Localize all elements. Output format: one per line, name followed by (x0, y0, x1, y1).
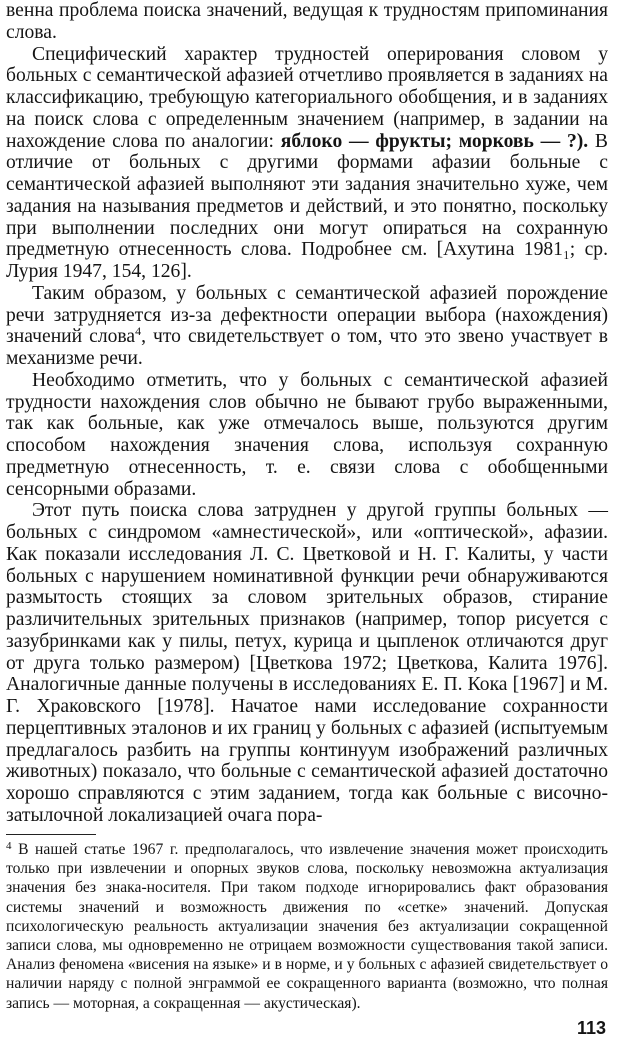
paragraph-1 (6, 44, 608, 283)
footnote-separator (6, 834, 96, 835)
paragraph-2-text-b: , что свидетельствует о том, что это звено участвует в механизме речи. (6, 326, 608, 369)
analogy-example: яблоко — фрукты; морковь — ?). (280, 130, 589, 152)
paragraph-4-text: Этот путь поиска слова затруднен у другой группы больных — больных с синдромом «амнестической», или «оптической», афазии. Как показали исследования Л. С. Цветковой и Н. Г. Калиты, у части больных с нарушением номинативной функции речи обнаруживаются размытость стоящих за словом зрительных образов, стирание различительных зрительных признаков (например, топор рисуется с зазубринками как у пилы, петух, курица и цыпленок отличаются друг от друга только размером) [Цветкова 1972; Цветкова, Калита 1976]. Аналогичные данные получены в исследованиях Е. П. Кока [1967] и М. Г. Храковского [1978]. Начатое нами исследование сохранности перцептивных эталонов и их границ у больных с афазией (испытуемым предлагалось разбить на группы континуум изображений различных животных) показало, что больные с семантической афазией достаточно хорошо справляются с этим заданием, тогда как больные с височно-затылочной локализацией очага пора- (6, 500, 608, 826)
footnote-text: В нашей статье 1967 г. предполагалось, что извлечение значения может происходить только при извлечении и опорных звуков слова, поскольку невозможна актуализация значения без знака-носителя. При таком подходе игнорировались факт образования системы значений и возможность движения по «сетке» значений. Допуская психологическую реальность актуализации значения без актуализации сокращенной записи слова, мы одновременно не отрицаем возможности существования такой записи. Анализ феномена «висения на языке» и в норме, и у больных с афазией свидетельствует о наличии наряду с полной энграммой ее сокращенного варианта (возможно, что полная запись — моторная, а сокращенная — акустическая). (6, 841, 608, 1012)
paragraph-0-text: венна проблема поиска значений, ведущая к трудностям припоминания слова. (6, 0, 608, 43)
paragraph-4 (6, 500, 608, 826)
main-text (6, 0, 608, 827)
page-number: 113 (576, 1018, 606, 1038)
footnote-marker: 4 (6, 840, 12, 852)
paragraph-2-text-a: Таким образом, у больных с семантической афазией порождение речи затрудняется из-за дефектности операции выбора (нахождения) значений слова (6, 282, 608, 348)
footnote (6, 840, 608, 1013)
paragraph-2 (6, 283, 608, 370)
book-page (6, 0, 608, 1042)
paragraph-continued (6, 0, 608, 44)
paragraph-3-text: Необходимо отметить, что у больных с семантической афазией трудности нахождения слов обычно не бывают грубо выраженными, так как больные, как уже отмечалось выше, пользуются другим способом нахождения значения слова, используя сохранную предметную отнесенность, т. е. связи слова с обобщенными сенсорными образами. (6, 369, 608, 500)
paragraph-3 (6, 370, 608, 501)
paragraph-1-text-a: Специфический характер трудностей оперирования словом у больных с семантической афазией отчетливо проявляется в заданиях на классификацию, требующую категориального обобщения, и в заданиях на поиск слова с определенным значением (например, в задании на нахождение слова по аналогии: (6, 43, 608, 152)
paragraph-1-text-c: В отличие от больных с другими формами афазии больные с семантической афазией выполняют эти задания значительно хуже, чем задания на называния предметов и действий, и это понятно, поскольку при выполнении последних они могут опираться на сохранную предметную отнесенность слова. Подробнее см. [Ахутина 1981₁; ср. Лурия 1947, 154, 126]. (6, 130, 609, 282)
footnote-reference: 4 (135, 324, 142, 339)
